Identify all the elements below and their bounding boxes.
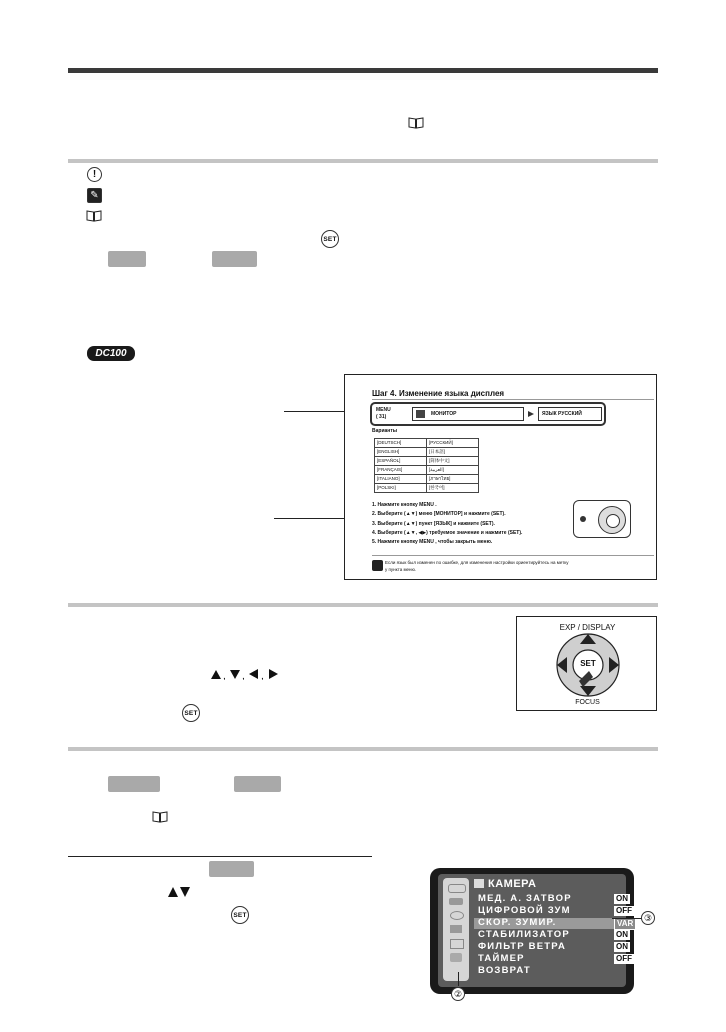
set-button-icon: SET xyxy=(231,906,249,924)
set-button-icon: SET xyxy=(321,230,339,248)
joystick-icon xyxy=(598,506,626,534)
table-cell: [العربية] xyxy=(427,466,479,475)
menu-row-label: МЕД. А. ЗАТВОР xyxy=(478,893,572,904)
svg-text:,: , xyxy=(223,671,226,680)
table-row xyxy=(375,484,479,493)
table-row xyxy=(375,457,479,466)
callout-line xyxy=(612,918,642,919)
menu-row xyxy=(478,893,628,904)
camera-icon xyxy=(448,884,466,893)
book-icon xyxy=(86,210,102,222)
menu-row-label: ЦИФРОВОЙ ЗУМ xyxy=(478,905,571,916)
step-item: 1. Нажмите кнопку MENU . xyxy=(372,502,437,508)
table-cell: [日本語] xyxy=(427,448,479,457)
up-down-arrows-icon xyxy=(167,886,191,898)
table-cell: [РУССКИЙ] xyxy=(427,439,479,448)
set-button-icon: SET xyxy=(182,704,200,722)
step-item: 5. Нажмите кнопку MENU , чтобы закрыть меню. xyxy=(372,539,493,546)
menu-label-text: MENU xyxy=(376,407,391,413)
note-text: Если язык был изменен по ошибке, для изменения настройки ориентируйтесь на метку xyxy=(385,560,569,565)
menu-row xyxy=(478,953,632,964)
table-row xyxy=(375,475,479,484)
mode-indicator-box xyxy=(108,251,146,267)
step-item: 3. Выберите (▲▼) пункт [ЯЗЫК] и нажмите (SET). xyxy=(372,520,495,527)
language-table xyxy=(374,438,479,493)
header-rule xyxy=(68,68,658,73)
menu-row-label: СКОР. ЗУМИР. xyxy=(478,917,557,928)
mode-indicator-box xyxy=(108,776,160,792)
svg-text:,: , xyxy=(261,671,264,680)
mode-indicator-box xyxy=(209,861,254,877)
step-list xyxy=(372,501,522,547)
menu-row-value: ON xyxy=(616,930,628,939)
callout-2: ② xyxy=(451,987,465,1001)
menu-row-value: OFF xyxy=(616,906,632,915)
model-badge: DC100 xyxy=(87,346,135,361)
menu-row-label: ВОЗВРАТ xyxy=(478,965,531,976)
note-icon xyxy=(372,560,383,571)
menu-ref-text: ( 31) xyxy=(376,414,387,420)
callout-line xyxy=(458,972,459,986)
table-cell: [ITALIANO] xyxy=(375,475,427,484)
sample-title: Шаг 4. Изменение языка дисплея xyxy=(372,389,505,398)
menu-row-label: ТАЙМЕР xyxy=(478,953,525,964)
menu-row-value: OFF xyxy=(616,954,632,963)
menu-sidebar xyxy=(443,878,469,981)
control-illustration xyxy=(573,500,631,538)
menu-row-label: СТАБИЛИЗАТОР xyxy=(478,929,570,940)
menu-row-selected xyxy=(478,917,634,928)
callout-3: ③ xyxy=(641,911,655,925)
joystick-bottom-label: FOCUS xyxy=(575,699,600,706)
arrow-right-icon xyxy=(527,410,535,418)
monitor-icon xyxy=(416,410,425,418)
direction-arrows-icon xyxy=(210,668,288,680)
print-icon xyxy=(450,953,462,962)
menu-row-value: ON xyxy=(616,894,628,903)
monitor-icon xyxy=(450,925,462,933)
settings-icon xyxy=(450,939,464,949)
mode-indicator-box xyxy=(212,251,257,267)
joystick-top-label: EXP / DISPLAY xyxy=(559,623,616,632)
menu-row-value: VAR xyxy=(614,918,636,930)
step-item: 4. Выберите (▲▼, ◀▶) требуемое значение и нажмите (SET). xyxy=(372,529,523,536)
table-cell: [DEUTSCH] xyxy=(375,439,427,448)
sample-note xyxy=(385,559,635,573)
section-rule-2 xyxy=(68,603,658,607)
caution-icon: ! xyxy=(87,167,102,182)
table-row xyxy=(375,448,479,457)
table-cell: [FRANÇAIS] xyxy=(375,466,427,475)
lcd-menu-title: КАМЕРА xyxy=(488,878,537,890)
camera-menu-icon xyxy=(474,879,484,888)
lcd-screen xyxy=(438,874,634,987)
menu-row xyxy=(478,929,628,940)
menu-label xyxy=(376,407,391,421)
menu-language-item: ЯЗЫК РУССКИЙ xyxy=(538,407,602,421)
svg-text:,: , xyxy=(242,671,245,680)
table-cell: [POLSKI] xyxy=(375,484,427,493)
divider xyxy=(372,399,654,400)
joystick-illustration xyxy=(516,616,657,711)
monitor-text: МОНИТОР xyxy=(431,411,457,417)
menu-row xyxy=(478,941,628,952)
mode-indicator-box xyxy=(234,776,281,792)
note-text: у пункта меню. xyxy=(385,567,417,572)
table-cell: [简体中文] xyxy=(427,457,479,466)
section-rule-1 xyxy=(68,159,658,163)
table-row xyxy=(375,466,479,475)
camera-lcd xyxy=(430,868,634,994)
menu-monitor-item xyxy=(412,407,524,421)
menu-path-bar xyxy=(370,402,606,426)
menu-row-value: ON xyxy=(616,942,628,951)
section-rule-3 xyxy=(68,747,658,751)
menu-button-icon xyxy=(580,516,586,522)
note-icon: ✎ xyxy=(87,188,102,203)
menu-row-label: ФИЛЬТР ВЕТРА xyxy=(478,941,567,952)
menu-row xyxy=(478,965,531,976)
sample-manual-page xyxy=(344,374,657,580)
set-dot-icon xyxy=(606,514,620,528)
table-cell: [한국어] xyxy=(427,484,479,493)
mode-icon xyxy=(449,898,463,905)
divider xyxy=(372,555,654,556)
step-item: 2. Выберите (▲▼) меню [МОНИТОР] и нажмите (SET). xyxy=(372,511,506,518)
table-cell: [ENGLISH] xyxy=(375,448,427,457)
table-cell: [ภาษาไทย] xyxy=(427,475,479,484)
joystick-center-label: SET xyxy=(580,659,596,668)
book-icon xyxy=(408,117,424,129)
divider xyxy=(68,856,372,857)
table-cell: [ESPAÑOL] xyxy=(375,457,427,466)
table-row xyxy=(375,439,479,448)
menu-row xyxy=(478,905,632,916)
book-icon xyxy=(152,811,168,823)
media-icon xyxy=(450,911,464,920)
variants-label: Варианты xyxy=(372,428,398,434)
